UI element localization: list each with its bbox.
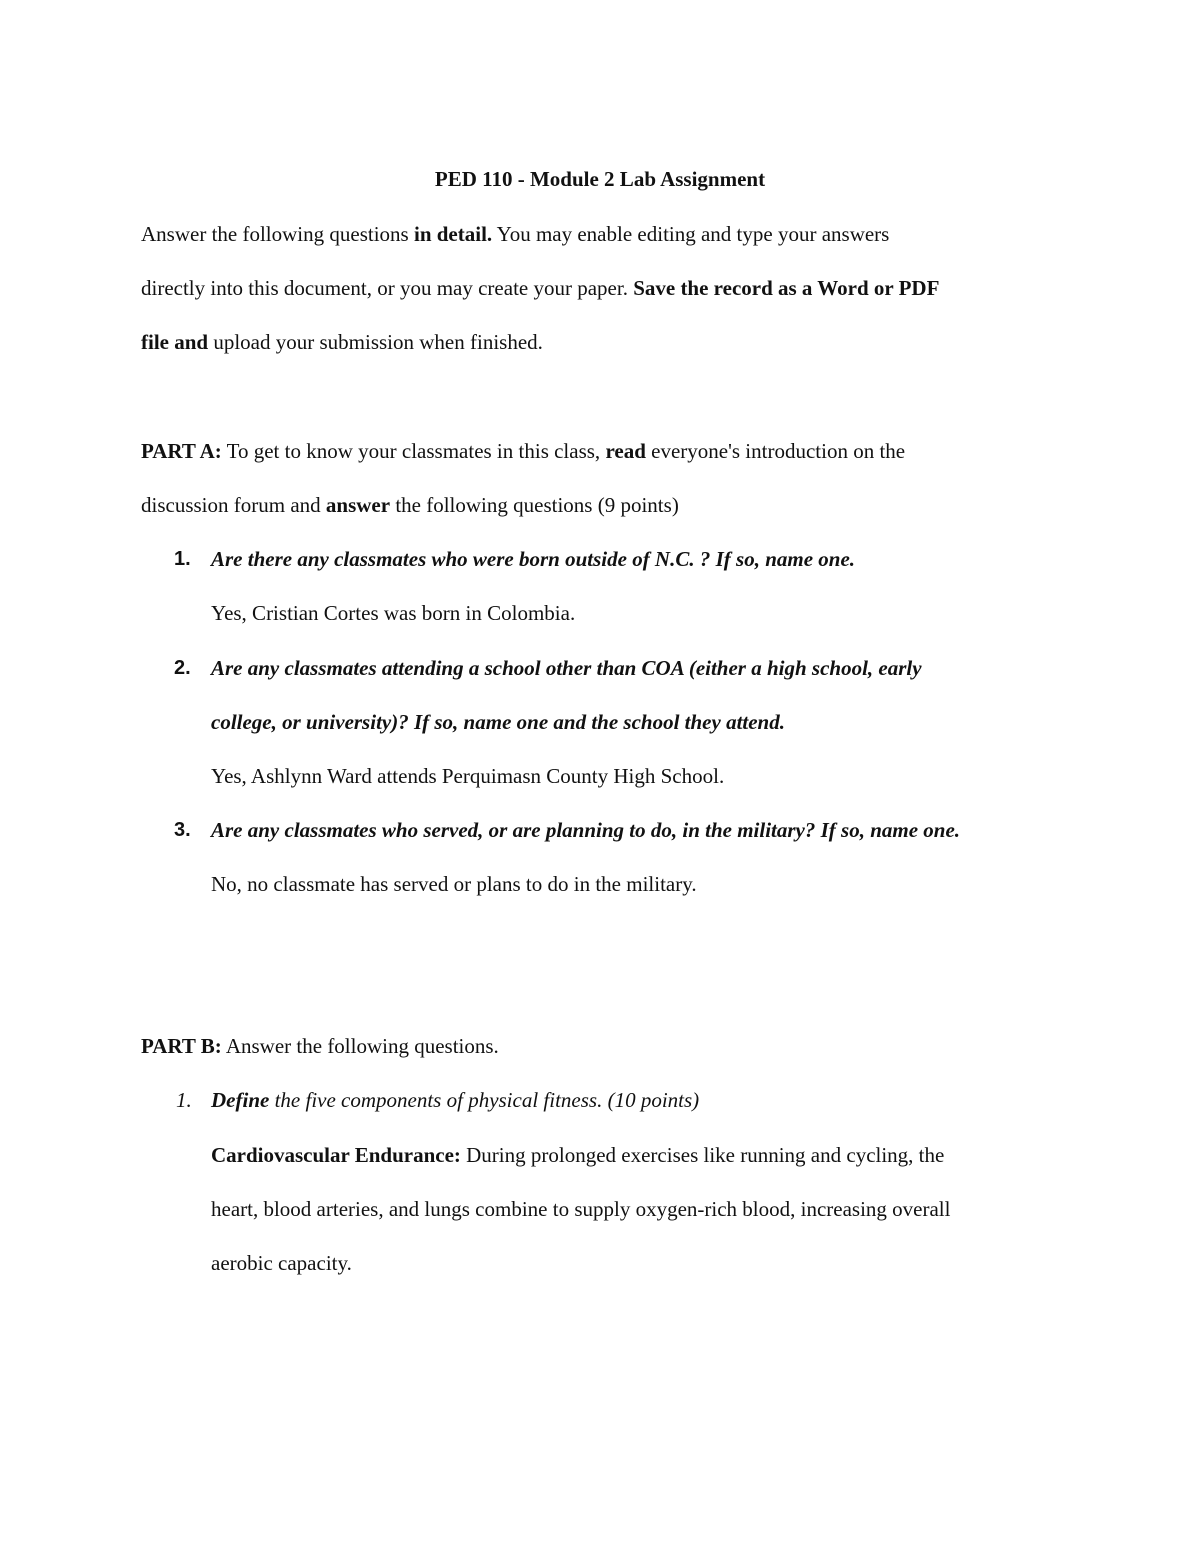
question-number: 2. xyxy=(174,657,191,679)
part-a-text: everyone's introduction on the xyxy=(645,439,906,463)
answer-line-2: heart, blood arteries, and lungs combine to supply oxygen-rich blood, increasing overall xyxy=(211,1197,951,1221)
part-a-line-1 xyxy=(141,437,905,465)
document-title: PED 110 - Module 2 Lab Assignment xyxy=(434,167,766,191)
part-a-text: discussion forum and xyxy=(141,493,326,517)
intro-text: upload your submission when finished. xyxy=(208,330,543,354)
part-a-emphasis: answer xyxy=(325,493,391,517)
answer-text: No, no classmate has served or plans to do in the military. xyxy=(211,872,697,896)
part-b-text: Answer the following questions. xyxy=(221,1034,499,1058)
intro-line-2 xyxy=(141,274,939,302)
answer-line-3: aerobic capacity. xyxy=(211,1251,352,1275)
part-a-text: To get to know your classmates in this class, xyxy=(221,439,606,463)
part-b-line-1 xyxy=(141,1032,499,1060)
part-a-line-2 xyxy=(141,491,679,519)
part-a-label: PART A: xyxy=(141,439,222,463)
question-text: Are any classmates who served, or are planning to do, in the military? If so, name one. xyxy=(211,818,961,842)
intro-line-3 xyxy=(141,328,543,356)
answer-label: Cardiovascular Endurance: xyxy=(211,1143,461,1167)
question-text: college, or university)? If so, name one and the school they attend. xyxy=(211,710,785,734)
part-b-label: PART B: xyxy=(141,1034,222,1058)
answer-line-1 xyxy=(211,1141,944,1169)
intro-emphasis: in detail. xyxy=(413,222,493,246)
question-number: 1. xyxy=(176,1088,192,1112)
question-text: Are any classmates attending a school other than COA (either a high school, early xyxy=(211,656,922,680)
intro-text: directly into this document, or you may create your paper. xyxy=(141,276,634,300)
intro-emphasis: file and xyxy=(141,330,209,354)
intro-line-1 xyxy=(141,220,889,248)
intro-text: Answer the following questions xyxy=(141,222,414,246)
question-number: 1. xyxy=(174,548,191,570)
question-number: 3. xyxy=(174,819,191,841)
part-a-text: the following questions (9 points) xyxy=(390,493,679,517)
question-text xyxy=(211,1086,699,1114)
intro-emphasis: Save the record as a Word or PDF xyxy=(633,276,940,300)
question-emphasis: Define xyxy=(211,1088,270,1112)
question-text: Are there any classmates who were born outside of N.C. ? If so, name one. xyxy=(211,547,856,571)
part-a-emphasis: read xyxy=(605,439,646,463)
answer-text: Yes, Ashlynn Ward attends Perquimasn County High School. xyxy=(211,764,725,788)
answer-text: During prolonged exercises like running and cycling, the xyxy=(460,1143,945,1167)
answer-text: Yes, Cristian Cortes was born in Colombia. xyxy=(211,601,576,625)
question-rest: the five components of physical fitness. (10 points) xyxy=(269,1088,700,1112)
intro-text: You may enable editing and type your answers xyxy=(492,222,890,246)
